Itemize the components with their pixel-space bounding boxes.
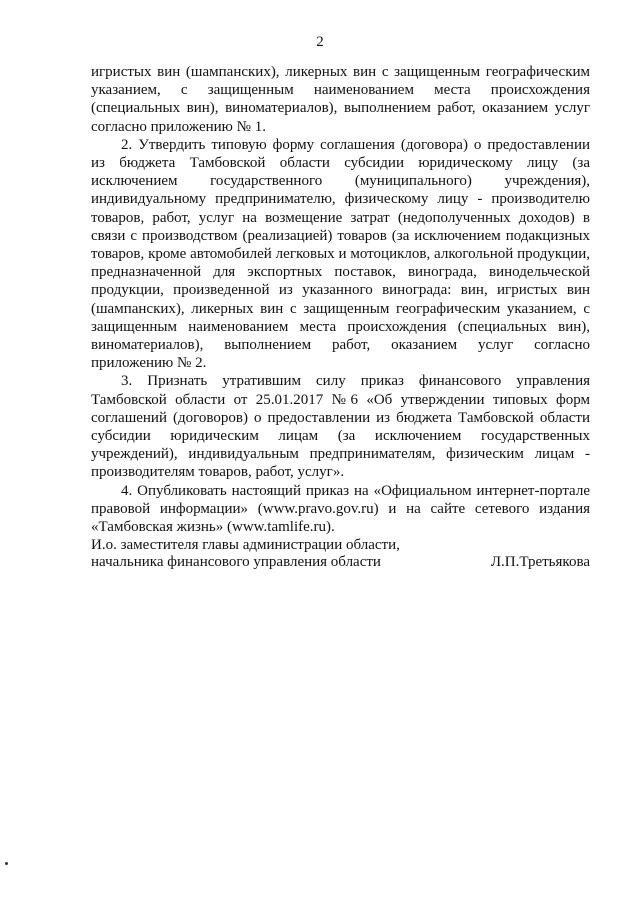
paragraph-item-3: 3. Признать утратившим силу приказ финансового управления Тамбовской области от 25.01.2017 №6 «Об утверждении типовых форм соглашений (договоров) о предоставлении из бюджета Тамбовской области субсидии юридическим лицам (за исключением государственных учреждений), индивидуальным предпринимателям, физическим лицам - производителям товаров, работ, услуг». bbox=[91, 373, 590, 481]
signatory-position-line1: И.о. заместителя главы администрации области, bbox=[91, 537, 400, 553]
signatory-position-line2: начальника финансового управления области bbox=[91, 554, 381, 570]
document-body bbox=[91, 63, 590, 536]
scan-mark bbox=[5, 862, 8, 865]
paragraph-continuation: игристых вин (шампанских), ликерных вин с защищенным географическим указанием, с защищенным наименованием места происхождения (специальных вин), виноматериалов), выполнением работ, оказанием услуг согласно приложению № 1. bbox=[91, 64, 590, 135]
page-number: 2 bbox=[316, 34, 324, 50]
signatory-name: Л.П.Третьякова bbox=[490, 554, 590, 570]
paragraph-item-4: 4. Опубликовать настоящий приказ на «Официальном интернет-портале правовой информации» (www.pravo.gov.ru) и на сайте сетевого издания «Тамбовская жизнь» (www.tamlife.ru). bbox=[91, 482, 590, 536]
paragraph-item-2: 2. Утвердить типовую форму соглашения (договора) о предоставлении из бюджета Тамбовской области субсидии юридическому лицу (за исключением государственного (муниципального) учреждения), индивидуальному предпринимателю, физическому лицу - производителю товаров, работ, услуг на возмещение затрат (недополученных доходов) в связи с производством (реализацией) товаров (за исключением подакцизных товаров, кроме автомобилей легковых и мотоциклов, алкогольной продукции, предназначенной для экспортных поставок, винограда, винодельческой продукции, произведенной из указанного винограда: вин, игристых вин (шампанских), ликерных вин с защищенным географическим указанием, с защищенным наименованием места происхождения (специальных вин), виноматериалов), выполнением работ, оказанием услуг согласно приложению № 2. bbox=[91, 136, 590, 372]
signature-row bbox=[91, 554, 590, 571]
signature-block bbox=[91, 537, 590, 571]
